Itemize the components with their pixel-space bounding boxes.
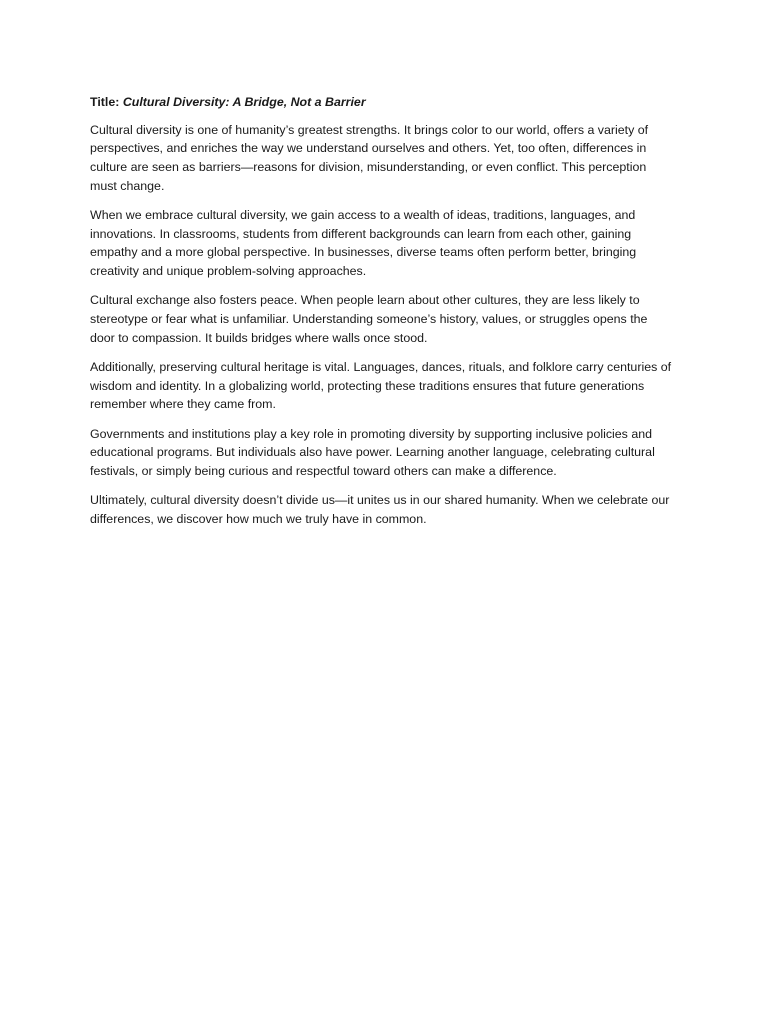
paragraph-4: Additionally, preserving cultural heritage is vital. Languages, dances, rituals, and folklore carry centuries of wisdom and identity. In a globalizing world, protecting these traditions ensures that future generations remember where they came from. [90, 359, 672, 412]
paragraph-2: When we embrace cultural diversity, we gain access to a wealth of ideas, traditions, languages, and innovations. In classrooms, students from different backgrounds can learn from each other, gaining empathy and a more global perspective. In businesses, diverse teams often perform better, bringing creativity and unique problem-solving approaches. [90, 208, 637, 279]
title-label: Title: [90, 95, 120, 109]
document-title [90, 93, 672, 112]
document-body [90, 93, 672, 539]
title-text: Cultural Diversity: A Bridge, Not a Barrier [122, 95, 366, 109]
paragraph-5: Governments and institutions play a key role in promoting diversity by supporting inclusive policies and educational programs. But individuals also have power. Learning another language, celebrating cultural festivals, or simply being curious and respectful toward others can make a difference. [90, 426, 655, 478]
paragraph-3: Cultural exchange also fosters peace. When people learn about other cultures, they are less likely to stereotype or fear what is unfamiliar. Understanding someone’s history, values, or struggles opens the door to compassion. It builds bridges where walls once stood. [90, 293, 648, 345]
paragraph-6: Ultimately, cultural diversity doesn’t divide us—it unites us in our shared humanity. When we celebrate our differences, we discover how much we truly have in common. [90, 493, 670, 526]
paragraph-1: Cultural diversity is one of humanity’s greatest strengths. It brings color to our world, offers a variety of perspectives, and enriches the way we understand ourselves and others. Yet, too often, differences in culture are seen as barriers—reasons for division, misunderstanding, or even conflict. This perception must change. [90, 122, 649, 193]
